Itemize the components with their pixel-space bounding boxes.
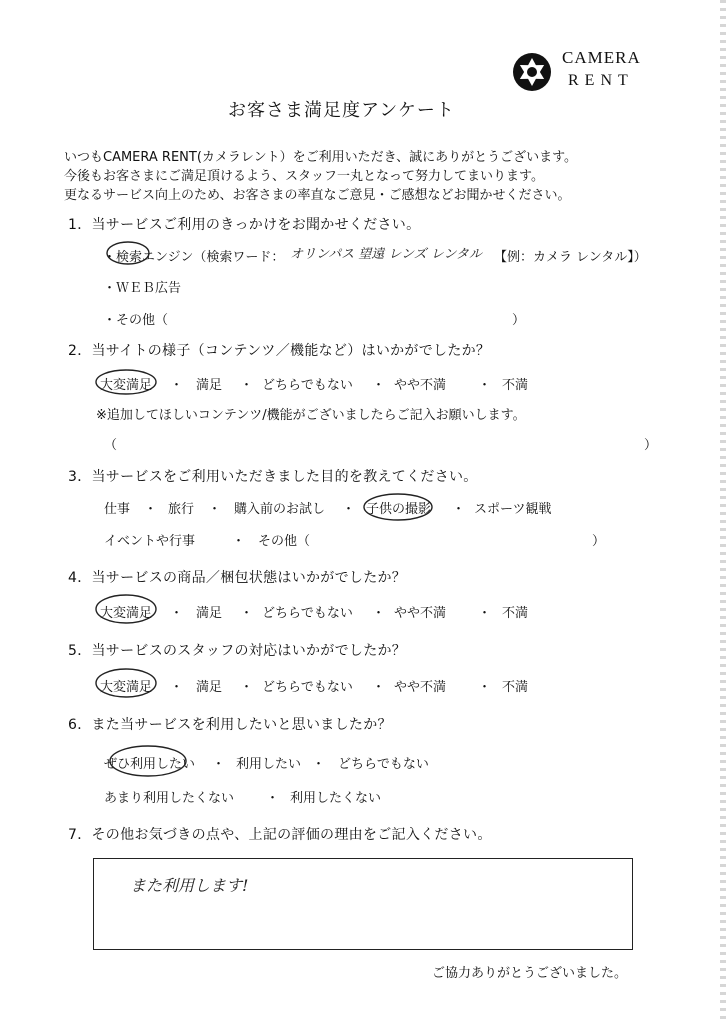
q2-opt-neutral: どちらでもない: [262, 378, 353, 393]
question-4-label: 4．当サービスの商品／梱包状態はいかがでしたか？: [68, 570, 407, 586]
comment-handwritten: また利用します!: [130, 876, 249, 895]
q3-opt-trial: 購入前のお試し: [234, 502, 326, 517]
q5-opt-very-satisfied: 大変満足: [100, 680, 153, 695]
q2-sep-3: ・: [372, 378, 386, 393]
q3-opt-sports: スポーツ観戦: [474, 502, 552, 517]
q4-sep-2: ・: [240, 606, 254, 621]
q3-sep-4: ・: [452, 502, 466, 517]
q6-sep-1: ・: [212, 757, 226, 772]
question-7-label: 7．その他お気づきの点や、上記の評価の理由をご記入ください。: [68, 827, 492, 843]
page-title: お客さま満足度アンケート: [228, 100, 455, 121]
q6-sep-2: ・: [312, 757, 326, 772]
question-6-label: 6．また当サービスを利用したいと思いましたか？: [68, 717, 392, 733]
q4-opt-very-satisfied: 大変満足: [100, 606, 153, 621]
q5-opt-neutral: どちらでもない: [262, 680, 353, 695]
q6-sep-3: ・: [266, 791, 280, 806]
q1-option-web: ・ＷＥＢ広告: [103, 281, 182, 296]
q1-option-search: ・検索エンジン（検索ワード：: [103, 250, 285, 265]
q4-opt-somewhat-dissatisfied: やや不満: [394, 606, 447, 621]
q5-opt-dissatisfied: 不満: [502, 680, 529, 695]
question-2-label: 2．当サイトの様子（コンテンツ／機能など）はいかがでしたか？: [68, 343, 491, 359]
q2-paren-open: （: [104, 438, 118, 453]
q2-sep-2: ・: [240, 378, 254, 393]
q3-opt-kids: 子供の撮影: [366, 502, 432, 517]
q6-opt-neutral: どちらでもない: [338, 757, 429, 772]
q2-circle-mark: [92, 366, 162, 400]
intro-line-1: いつもCAMERA RENT(カメラレント）をご利用いただき、誠にありがとうございます。: [64, 150, 578, 165]
q6-circle-mark: [104, 742, 194, 782]
q5-opt-somewhat-dissatisfied: やや不満: [394, 680, 447, 695]
question-1-label: 1．当サービスご利用のきっかけをお聞かせください。: [68, 217, 421, 233]
q1-paren-close: ）: [512, 313, 526, 328]
q5-opt-satisfied: 満足: [196, 680, 223, 695]
q5-circle-mark: [92, 666, 162, 702]
q2-opt-satisfied: 満足: [196, 378, 223, 393]
scan-edge-noise: [720, 0, 726, 1024]
q1-option-other: ・その他（: [103, 313, 169, 328]
q4-circle-mark: [92, 592, 162, 628]
aperture-logo-icon: [512, 52, 552, 92]
comment-box: [93, 858, 633, 950]
q6-opt-not-really: あまり利用したくない: [104, 791, 235, 806]
q2-sep-1: ・: [170, 378, 184, 393]
q3-paren-close: ）: [592, 534, 606, 549]
q2-opt-somewhat-dissatisfied: やや不満: [394, 378, 447, 393]
q3-opt-other: その他（: [258, 534, 311, 549]
logo-text-camera: CAMERA: [562, 48, 641, 67]
q3-sep-5: ・: [232, 534, 246, 549]
intro-line-2: 今後もお客さまにご満足頂けるよう、スタッフ一丸となって努力してまいります。: [64, 169, 544, 184]
q4-sep-4: ・: [478, 606, 492, 621]
q2-opt-dissatisfied: 不満: [502, 378, 529, 393]
q4-opt-dissatisfied: 不満: [502, 606, 529, 621]
q3-sep-1: ・: [144, 502, 158, 517]
question-5-label: 5．当サービスのスタッフの対応はいかがでしたか？: [68, 643, 407, 659]
q4-sep-3: ・: [372, 606, 386, 621]
q1-search-handwritten: オリンパス 望遠 レンズ レンタル: [290, 247, 482, 262]
q4-opt-neutral: どちらでもない: [262, 606, 353, 621]
q2-paren-close: ）: [644, 438, 658, 453]
q5-sep-1: ・: [170, 680, 184, 695]
intro-line-3: 更なるサービス向上のため、お客さまの率直なご意見・ご感想などお聞かせください。: [64, 188, 571, 203]
q3-opt-work: 仕事: [104, 502, 131, 517]
q4-opt-satisfied: 満足: [196, 606, 223, 621]
q6-opt-definitely: ぜひ利用したい: [104, 757, 196, 772]
q3-opt-travel: 旅行: [168, 502, 195, 517]
logo-text-rent: RENT: [568, 72, 634, 89]
q5-sep-4: ・: [478, 680, 492, 695]
q1-circle-mark: [104, 238, 154, 268]
q3-circle-mark: [360, 490, 440, 526]
q2-note: ※追加してほしいコンテンツ/機能がございましたらご記入お願いします。: [96, 408, 526, 423]
footer-thanks: ご協力ありがとうございました。: [432, 966, 628, 981]
q6-opt-yes: 利用したい: [236, 757, 302, 772]
q2-sep-4: ・: [478, 378, 492, 393]
q2-opt-very-satisfied: 大変満足: [100, 378, 153, 393]
q4-sep-1: ・: [170, 606, 184, 621]
q1-search-example: 【例：カメラ レンタル】）: [494, 250, 647, 265]
q5-sep-3: ・: [372, 680, 386, 695]
q5-sep-2: ・: [240, 680, 254, 695]
question-3-label: 3．当サービスをご利用いただきました目的を教えてください。: [68, 469, 478, 485]
q3-sep-2: ・: [208, 502, 222, 517]
q3-opt-events: イベントや行事: [104, 534, 196, 549]
q3-sep-3: ・: [342, 502, 356, 517]
q6-opt-no: 利用したくない: [290, 791, 382, 806]
